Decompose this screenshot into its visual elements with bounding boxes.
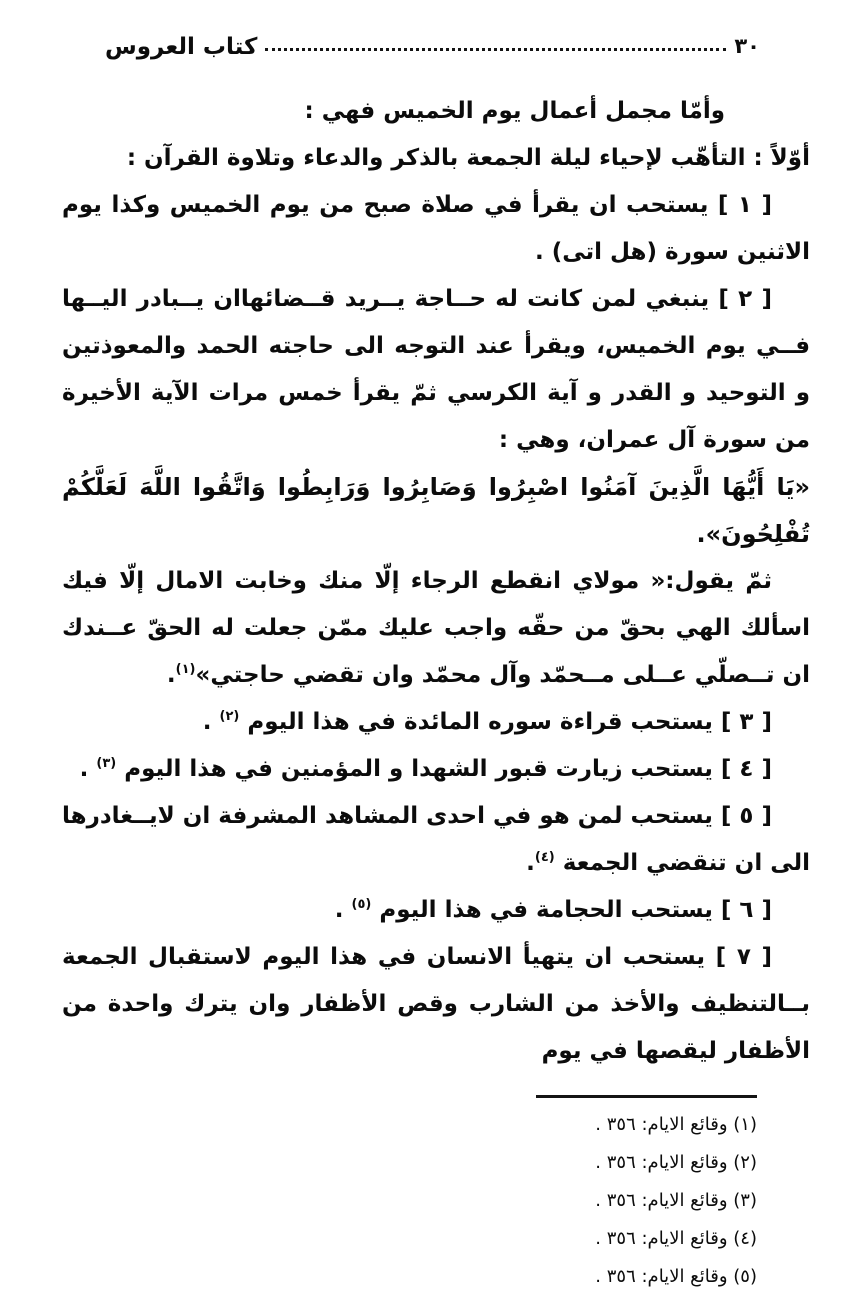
footnotes-section	[62, 1095, 757, 1296]
book-title: كتاب العروس	[105, 34, 258, 60]
item-6-period: .	[334, 897, 352, 923]
footnote-ref-2: (٢)	[219, 709, 240, 724]
page-header	[105, 26, 760, 60]
footnote-4: (٤) وقائع الايام: ٣٥٦ .	[595, 1228, 757, 1249]
item-4-text: [ ٤ ] يستحب زيارت قبور الشهدا و المؤمنين في هذا اليوم	[116, 756, 772, 782]
item-5-text: [ ٥ ] يستحب لمن هو في احدى المشاهد المشرفة ان لايــغادرها الى ان تنقضي الجمعة	[62, 803, 810, 876]
footnote-ref-4: (٤)	[534, 850, 555, 865]
item-4	[62, 746, 810, 793]
footnote-5: (٥) وقائع الايام: ٣٥٦ .	[595, 1266, 757, 1287]
footnote-1: (١) وقائع الايام: ٣٥٦ .	[595, 1114, 757, 1135]
supplication-text: ثمّ يقول:« مولاي انقطع الرجاء إلّا منك وخابت الامال إلّا فيك اسألك الهي بحقّ من حقّه واجب عليك ممّن جعلت له الحقّ عــندك ان تــصلّي عــلى مــحمّد وآل محمّد وان تقضي حاجتي»	[62, 568, 810, 688]
item-6	[62, 887, 810, 934]
footnote-2: (٢) وقائع الايام: ٣٥٦ .	[595, 1152, 757, 1173]
section-heading: أوّلاً : التأهّب لإحياء ليلة الجمعة بالذكر والدعاء وتلاوة القرآن :	[126, 145, 810, 171]
page-number: ٣٠	[734, 34, 760, 58]
page-body	[62, 88, 810, 1075]
footnote-3: (٣) وقائع الايام: ٣٥٦ .	[595, 1190, 757, 1211]
item-3-period: .	[202, 709, 220, 735]
item-5-period: .	[526, 850, 535, 876]
footnote-ref-5: (٥)	[351, 897, 372, 912]
item-3	[62, 699, 810, 746]
item-3-text: [ ٣ ] يستحب قراءة سوره المائدة في هذا اليوم	[239, 709, 772, 735]
dotted-leader	[265, 47, 726, 51]
footnote-ref-3: (٣)	[96, 756, 117, 771]
item-7: [ ٧ ] يستحب ان يتهيأ الانسان في هذا اليوم لاستقبال الجمعة بــالتنظيف والأخذ من الشارب وقص الأظفار وان يترك واحدة من الأظفار ليقصها في يوم	[62, 944, 810, 1064]
item-5	[62, 793, 810, 887]
supplication-paragraph	[62, 558, 810, 699]
paragraph-intro: وأمّا مجمل أعمال يوم الخميس فهي :	[304, 98, 725, 124]
item-6-text: [ ٦ ] يستحب الحجامة في هذا اليوم	[371, 897, 772, 923]
item-4-period: .	[79, 756, 97, 782]
footnote-ref-1: (١)	[175, 662, 196, 677]
quran-verse: «يَا أَيُّهَا الَّذِينَ آمَنُوا اصْبِرُوا وَصَابِرُوا وَرَابِطُوا وَاتَّقُوا اللَّهَ لَعَلَّكُمْ تُفْلِحُونَ».	[62, 473, 810, 548]
supplication-period: .	[166, 662, 176, 688]
footnote-separator	[536, 1095, 757, 1098]
item-2: [ ٢ ] ينبغي لمن كانت له حــاجة يــريد قــضائهاان يــبادر اليــها فــي يوم الخميس، ويقرأ عند التوجه الى حاجته الحمد والمعوذتين و التوحيد و القدر و آية الكرسي ثمّ يقرأ خمس مرات الآية الأخيرة من سورة آل عمران، وهي :	[62, 286, 810, 453]
item-1: [ ١ ] يستحب ان يقرأ في صلاة صبح من يوم الخميس وكذا يوم الاثنين سورة (هل اتى) .	[62, 192, 810, 265]
